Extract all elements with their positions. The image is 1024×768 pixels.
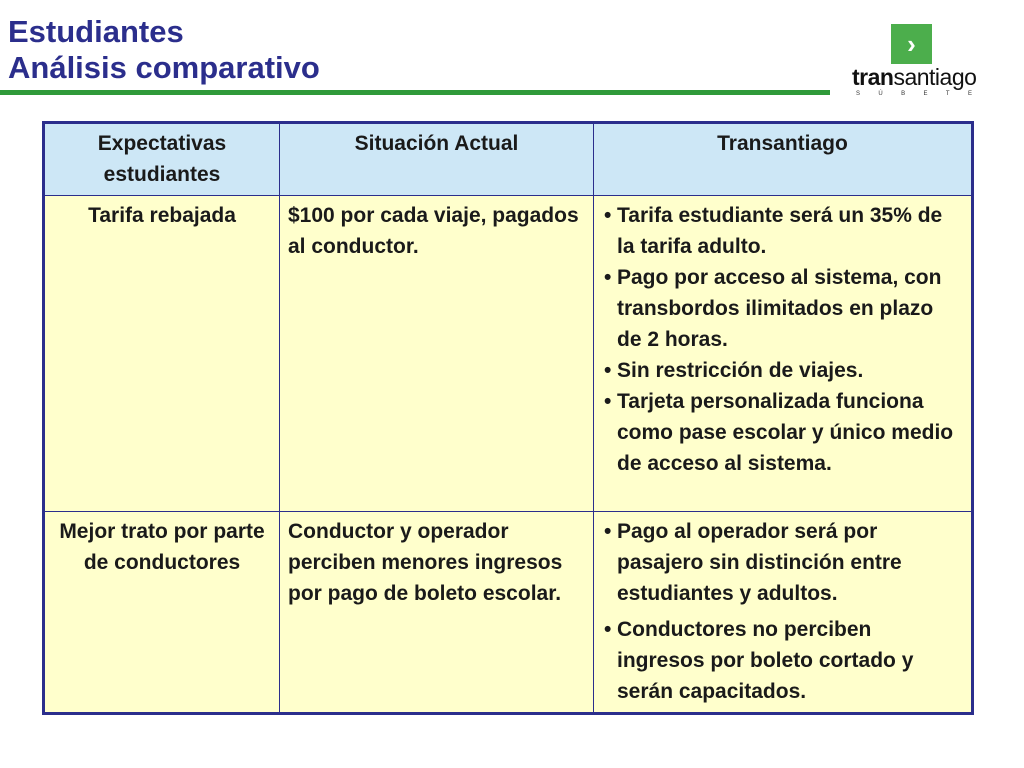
cell-expectativa: Mejor trato por parte de conductores — [45, 512, 280, 713]
bullet-item: • Sin restricción de viajes. — [602, 355, 963, 386]
slide-title — [8, 14, 320, 86]
tagline-letter: B — [901, 91, 906, 97]
cell-actual: $100 por cada viaje, pagados al conductor. — [280, 196, 594, 512]
comparison-table — [42, 121, 974, 715]
title-line-2: Análisis comparativo — [8, 50, 320, 85]
bullet-item: • Tarifa estudiante será un 35% de la tarifa adulto. — [602, 200, 963, 262]
tagline-letter: Ú — [878, 91, 883, 97]
cell-transantiago — [594, 196, 972, 512]
bullet-item: • Conductores no perciben ingresos por boleto cortado y serán capacitados. — [602, 614, 963, 707]
bullet-item: • Tarjeta personalizada funciona como pase escolar y único medio de acceso al sistema. — [602, 386, 963, 479]
logo-tagline — [856, 91, 972, 97]
logo-word-rest: santiago — [893, 64, 977, 90]
table-row — [45, 512, 972, 713]
cell-actual: Conductor y operador perciben menores ingresos por pago de boleto escolar. — [280, 512, 594, 713]
cell-expectativa: Tarifa rebajada — [45, 196, 280, 512]
header-expectativas: Expectativas estudiantes — [45, 124, 280, 196]
title-underline — [0, 90, 830, 95]
tagline-letter: E — [923, 91, 928, 97]
transantiago-logo — [852, 64, 976, 90]
header-situacion-actual: Situación Actual — [280, 124, 594, 196]
header-transantiago: Transantiago — [594, 124, 972, 196]
logo-word-bold: tran — [852, 64, 894, 90]
bullet-item: • Pago por acceso al sistema, con transbordos ilimitados en plazo de 2 horas. — [602, 262, 963, 355]
title-line-1: Estudiantes — [8, 14, 184, 49]
tagline-letter: E — [967, 91, 972, 97]
table-row — [45, 196, 972, 512]
table-header-row — [45, 124, 972, 196]
bullet-item: • Pago al operador será por pasajero sin distinción entre estudiantes y adultos. — [602, 516, 963, 609]
tagline-letter: S — [856, 91, 861, 97]
chevron-right-icon: › — [891, 24, 932, 64]
tagline-letter: T — [945, 91, 950, 97]
cell-transantiago — [594, 512, 972, 713]
